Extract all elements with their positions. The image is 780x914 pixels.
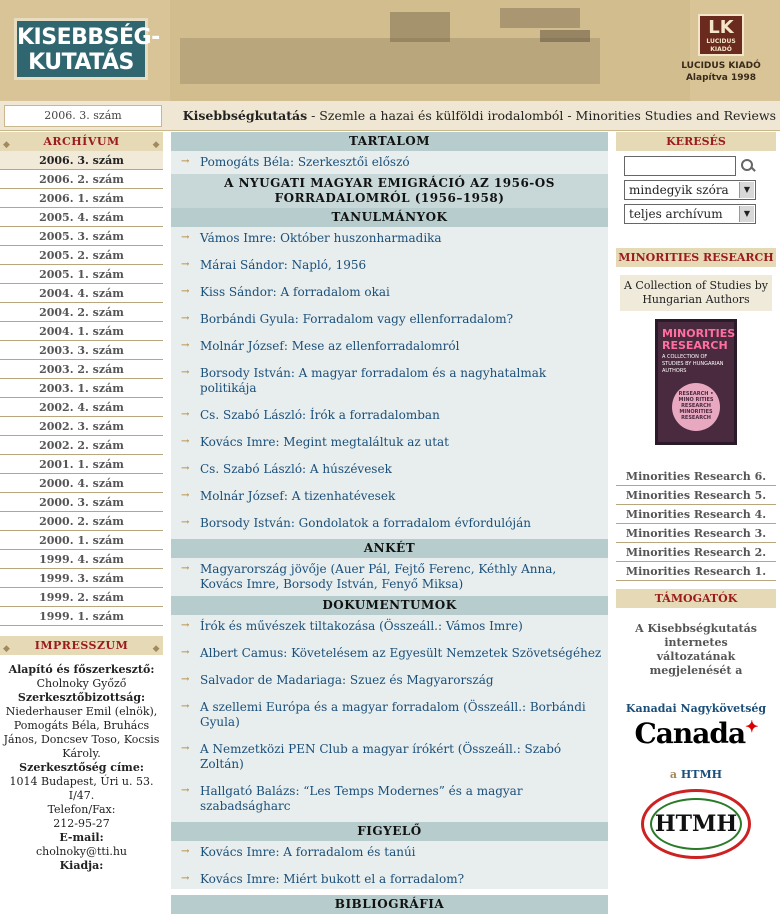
search-input[interactable] [624,156,736,176]
publisher-label: Kiadja: [59,859,104,872]
publisher-block [676,14,766,84]
article-link[interactable]: → Molnár József: A tizenhatévesek [171,485,608,508]
supporters-heading: TÁMOGATÓK [616,589,776,608]
article-link[interactable]: → Kovács Imre: Megint megtaláltuk az utat [171,431,608,454]
site-header [0,0,780,101]
studies-list [171,227,608,539]
publisher-founded: Alapítva 1998 [685,73,757,83]
archive-list [0,151,163,626]
archive-item[interactable]: 2006. 2. szám [0,170,163,189]
article-link[interactable]: → Albert Camus: Követelésem az Egyesült Nemzetek Szövetségéhez [171,642,608,665]
toc-heading: TARTALOM [171,132,608,151]
site-name: Kisebbségkutatás [182,108,308,123]
founder-label: Alapító és főszerkesztő: [8,663,155,676]
article-link[interactable]: → A Nemzetközi PEN Club a magyar írókért (Összeáll.: Szabó Zoltán) [171,738,608,776]
article-link[interactable]: → Borbándi Gyula: Forradalom vagy ellenforradalom? [171,308,608,331]
documents-heading: DOKUMENTUMOK [171,596,608,615]
article-link[interactable]: → Vámos Imre: Október huszonharmadika [171,227,608,250]
tagline-text: - Szemle a hazai és külföldi irodalomból - Minorities Studies and Reviews [307,108,776,123]
phone: 212-95-27 [53,817,110,830]
search-mode-select[interactable]: mindegyik szóra ▼ [624,180,756,200]
site-tagline [183,101,776,131]
canada-logo[interactable]: Canada✦ [634,716,758,750]
phone-label: Telefon/Fax: [47,803,116,816]
search-scope-select[interactable]: teljes archívum ▼ [624,204,756,224]
email-link[interactable]: cholnoky@tti.hu [36,845,127,858]
article-link[interactable]: → A szellemi Európa és a magyar forradalom (Összeáll.: Borbándi Gyula) [171,696,608,734]
survey-list [171,558,608,596]
archive-item[interactable]: 2000. 4. szám [0,474,163,493]
minorities-research-item[interactable]: Minorities Research 4. [616,505,776,524]
archive-item[interactable]: 2004. 2. szám [0,303,163,322]
address: 1014 Budapest, Úri u. 53. I/47. [9,775,154,802]
address-label: Szerkesztőség címe: [19,761,144,774]
search-icon[interactable] [740,158,756,174]
archive-item[interactable]: 2005. 2. szám [0,246,163,265]
current-issue: 2006. 3. szám [4,105,162,127]
htmh-prefix: a [669,767,678,781]
htmh-link[interactable]: HTMH [680,767,723,781]
chevron-down-icon: ▼ [739,182,754,198]
article-link[interactable]: → Salvador de Madariaga: Szuez és Magyarország [171,669,608,692]
publisher-logo: LK LUCIDUS KIADÓ [698,14,744,56]
minorities-research-list [616,467,776,581]
minorities-research-heading: MINORITIES RESEARCH [616,248,776,267]
documents-list [171,615,608,822]
archive-item[interactable]: 2003. 2. szám [0,360,163,379]
archive-item[interactable]: 2001. 1. szám [0,455,163,474]
special-section-heading: A NYUGATI MAGYAR EMIGRÁCIÓ AZ 1956-OS FORRADALOMRÓL (1956–1958) [171,174,608,208]
left-sidebar [0,132,163,881]
archive-item[interactable]: 2004. 4. szám [0,284,163,303]
article-link[interactable]: → Molnár József: Mese az ellenforradalomról [171,335,608,358]
minorities-research-blurb: A Collection of Studies by Hungarian Authors [620,275,772,311]
article-link[interactable]: → Borsody István: Gondolatok a forradalom évfordulóján [171,512,608,535]
archive-item[interactable]: 1999. 1. szám [0,607,163,626]
article-link[interactable]: → Márai Sándor: Napló, 1956 [171,254,608,277]
archive-item[interactable]: 2005. 3. szám [0,227,163,246]
article-link[interactable]: → Cs. Szabó László: Írók a forradalomban [171,404,608,427]
minorities-research-item[interactable]: Minorities Research 1. [616,562,776,581]
archive-item[interactable]: 1999. 4. szám [0,550,163,569]
htmh-line [616,768,776,781]
archive-item[interactable]: 2005. 1. szám [0,265,163,284]
observer-heading: FIGYELŐ [171,822,608,841]
archive-item[interactable]: 2002. 2. szám [0,436,163,455]
htmh-logo[interactable]: HTMH [641,789,751,859]
chevron-down-icon: ▼ [739,206,754,222]
article-link[interactable]: → Írók és művészek tiltakozása (Összeáll.: Vámos Imre) [171,615,608,638]
article-link[interactable]: → Hallgató Balázs: “Les Temps Modernes” és a magyar szabadságharc [171,780,608,818]
archive-heading: ◆ ARCHÍVUM ◆ [0,132,163,151]
minorities-research-item[interactable]: Minorities Research 5. [616,486,776,505]
minorities-research-item[interactable]: Minorities Research 6. [616,467,776,486]
minorities-research-item[interactable]: Minorities Research 3. [616,524,776,543]
right-sidebar [616,132,776,859]
search-form [616,151,776,228]
foreword-link[interactable]: → Pomogáts Béla: Szerkesztői előszó [171,151,608,174]
main-content [171,132,608,911]
article-link[interactable]: → Borsody István: A magyar forradalom és a nagyhatalmak politikája [171,362,608,400]
archive-item[interactable]: 1999. 2. szám [0,588,163,607]
impresszum-heading: ◆ IMPRESSZUM ◆ [0,636,163,655]
article-link[interactable]: → Magyarország jövője (Auer Pál, Fejtő Ferenc, Kéthly Anna, Kovács Imre, Borsody István, Fenyő Miksa) [171,558,608,596]
minorities-research-cover[interactable]: MINORITIES RESEARCH A COLLECTION OF STUDIES BY HUNGARIAN AUTHORS RESEARCH • MINO RITIES RESEARCH MINORITIES RESEARCH [655,319,737,445]
article-link[interactable]: → Kovács Imre: A forradalom és tanúi [171,841,608,864]
archive-item[interactable]: 2003. 1. szám [0,379,163,398]
archive-item[interactable]: 2006. 1. szám [0,189,163,208]
archive-item[interactable]: 2004. 1. szám [0,322,163,341]
archive-item[interactable]: 2002. 3. szám [0,417,163,436]
impresszum-body [0,655,163,881]
publisher-name: LUCIDUS KIADÓ [681,61,761,71]
bibliography-heading: BIBLIOGRÁFIA [171,895,608,914]
board-members: Niederhauser Emil (elnök), Pomogáts Béla, Bruhács János, Doncsev Toso, Kocsis Károly. [3,705,160,760]
archive-item[interactable]: 2003. 3. szám [0,341,163,360]
embassy-name: Kanadai Nagykövetség [625,701,767,715]
archive-item[interactable]: 2000. 1. szám [0,531,163,550]
archive-item[interactable]: 2000. 3. szám [0,493,163,512]
supporters-text: A Kisebbségkutatás internetes változatának megjelenését a [635,621,757,677]
article-link[interactable]: → Kovács Imre: Miért bukott el a forradalom? [171,868,608,891]
archive-item[interactable]: 2005. 4. szám [0,208,163,227]
sub-header [0,101,780,131]
article-link[interactable]: → Cs. Szabó László: A húszévesek [171,458,608,481]
founder: Cholnoky Győző [36,677,127,690]
archive-item[interactable]: 2006. 3. szám [0,151,163,170]
observer-list [171,841,608,895]
site-logo[interactable]: KISEBBSÉG- KUTATÁS [14,18,148,80]
archive-item[interactable]: 1999. 3. szám [0,569,163,588]
board-label: Szerkesztőbizottság: [17,691,146,704]
maple-leaf-icon: ✦ [745,716,758,736]
studies-heading: TANULMÁNYOK [171,208,608,227]
email-label: E-mail: [59,831,104,844]
archive-item[interactable]: 2000. 2. szám [0,512,163,531]
article-link[interactable]: → Kiss Sándor: A forradalom okai [171,281,608,304]
minorities-research-item[interactable]: Minorities Research 2. [616,543,776,562]
archive-item[interactable]: 2002. 4. szám [0,398,163,417]
survey-heading: ANKÉT [171,539,608,558]
search-heading: KERESÉS [616,132,776,151]
